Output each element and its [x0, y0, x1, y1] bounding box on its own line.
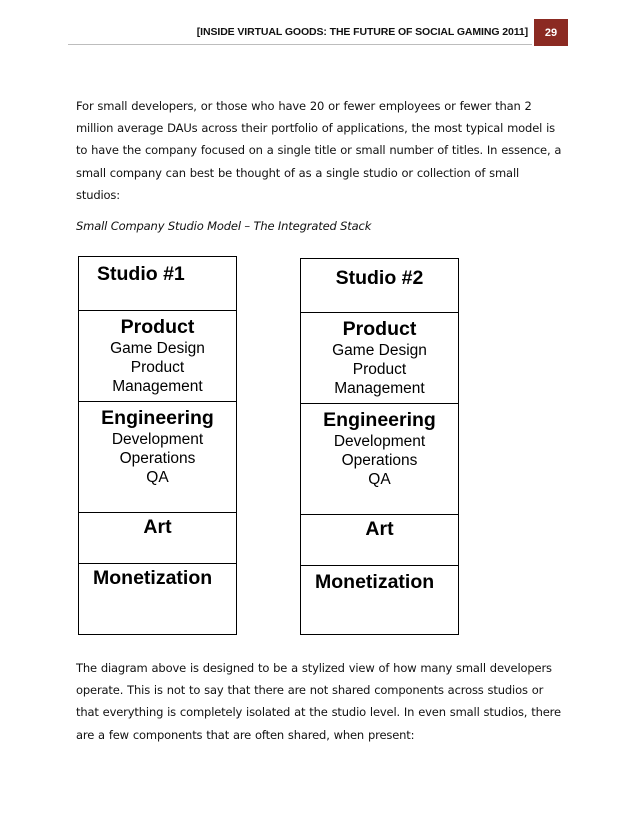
product-line: Game Design — [110, 340, 205, 357]
product-cell — [300, 312, 459, 404]
studio-title: Studio #1 — [97, 263, 185, 285]
product-title: Product — [342, 318, 417, 340]
header-title: [INSIDE VIRTUAL GOODS: THE FUTURE OF SOCIAL GAMING 2011] — [196, 26, 528, 38]
monetization-title: Monetization — [315, 571, 435, 593]
art-cell — [78, 512, 237, 564]
intro-paragraph: For small developers, or those who have 20 or fewer employees or fewer than 2 million average DAUs across their portfolio of applications, the most typical model is to have the company focused on a single title or small number of titles. In essence, a small company can best be thought of as a single studio or collection of small studios: — [76, 99, 562, 202]
engineering-title: Engineering — [101, 407, 214, 429]
monetization-cell — [78, 563, 237, 635]
product-title: Product — [120, 316, 195, 338]
engineering-line: Development — [111, 431, 204, 448]
engineering-line: QA — [368, 471, 391, 488]
monetization-title: Monetization — [93, 567, 213, 589]
engineering-line: Development — [333, 433, 426, 450]
product-line: Product — [130, 359, 185, 376]
diagram-caption: Small Company Studio Model – The Integrated Stack — [76, 219, 372, 233]
studio-cell — [300, 258, 459, 313]
product-cell — [78, 310, 237, 402]
art-title: Art — [143, 516, 172, 538]
engineering-cell — [300, 403, 459, 515]
studio-cell — [78, 256, 237, 311]
closing-paragraph: The diagram above is designed to be a stylized view of how many small developers operate. This is not to say that there are not shared components across studios or that everything is completely isolated at the studio level. In even small studios, there are a few components that are often shared, when present: — [76, 661, 561, 742]
page-header — [0, 0, 638, 46]
engineering-title: Engineering — [323, 409, 436, 431]
product-line: Management — [112, 378, 203, 395]
studio-title: Studio #2 — [335, 267, 424, 289]
art-title: Art — [365, 518, 394, 540]
product-line: Game Design — [332, 342, 427, 359]
engineering-cell — [78, 401, 237, 513]
art-cell — [300, 514, 459, 566]
monetization-cell — [300, 565, 459, 635]
engineering-line: Operations — [341, 452, 418, 469]
engineering-line: Operations — [119, 450, 196, 467]
engineering-line: QA — [146, 469, 169, 486]
product-line: Product — [352, 361, 407, 378]
header-rule — [68, 44, 532, 45]
product-line: Management — [334, 380, 425, 397]
page-number-badge: 29 — [534, 19, 568, 46]
